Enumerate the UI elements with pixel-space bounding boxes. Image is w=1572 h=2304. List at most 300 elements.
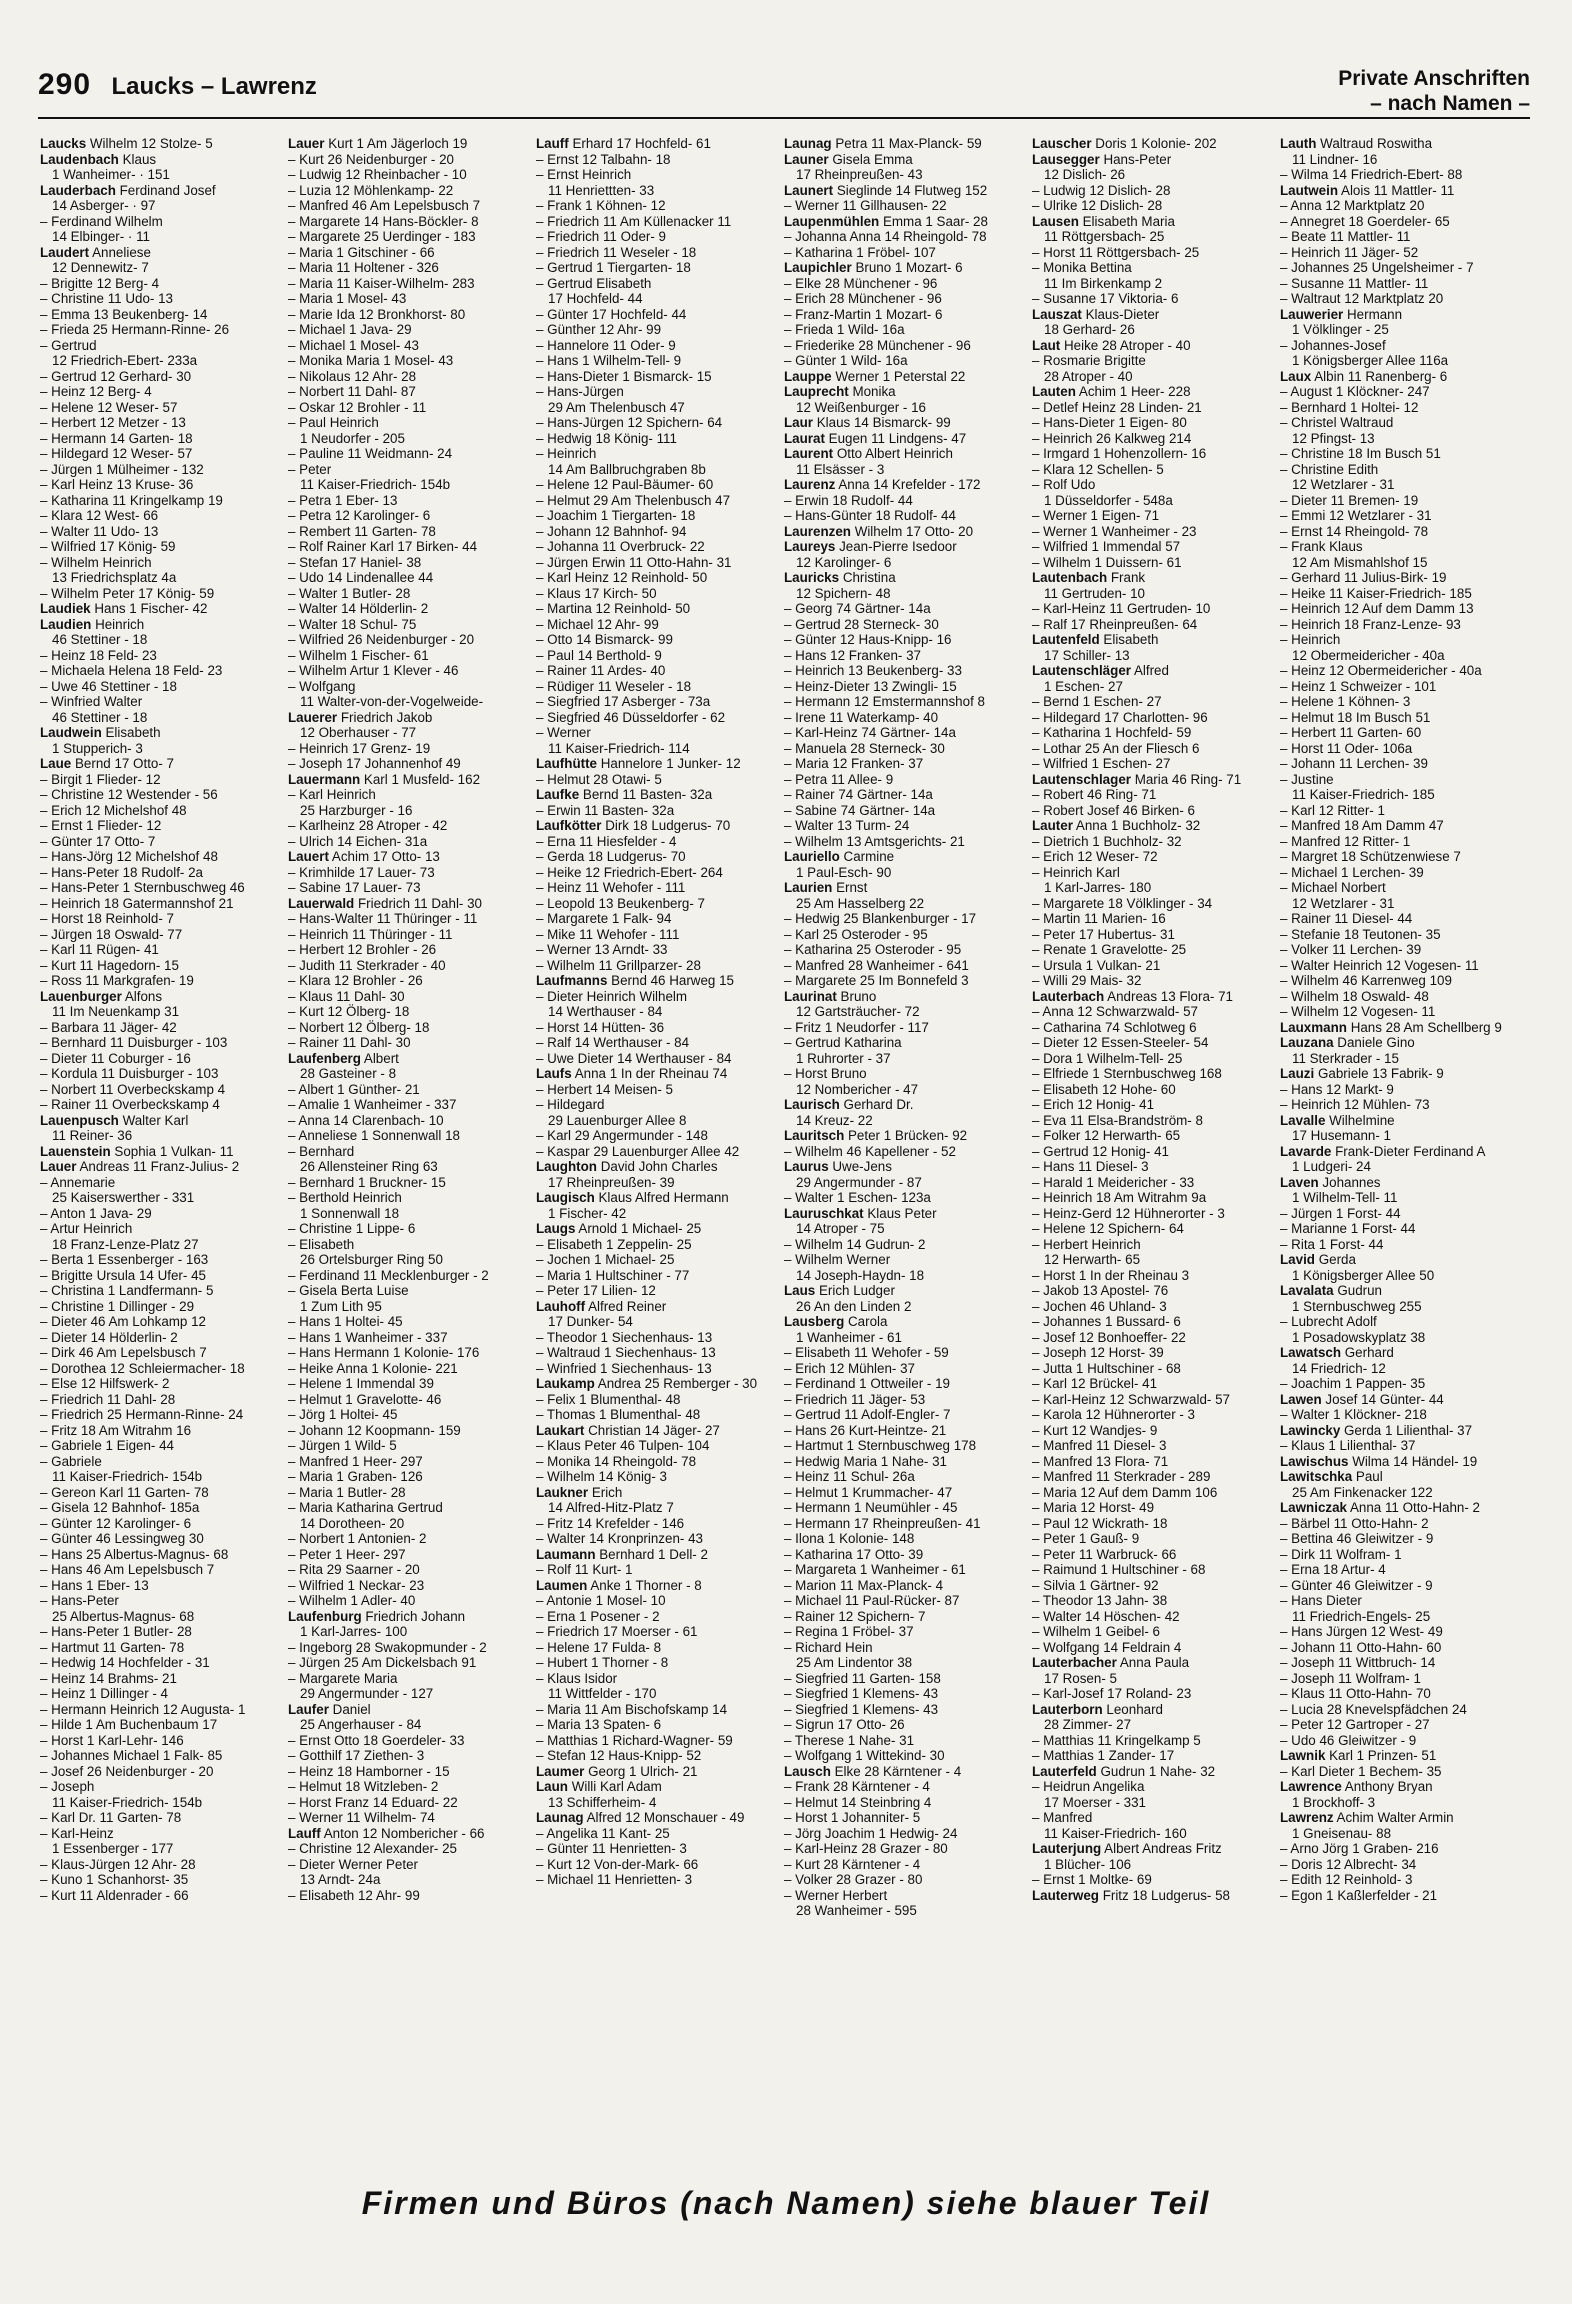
- surname: Lauenstein: [40, 1143, 111, 1159]
- listing-entry: – Christine 12 Alexander- 25: [288, 1841, 457, 1856]
- listing-entry: – Rainer 11 Diesel- 44: [1280, 911, 1413, 926]
- entry-details: Frank-Dieter Ferdinand A: [1331, 1143, 1486, 1159]
- entry-details: Bruno 1 Mozart- 6: [851, 260, 963, 275]
- listing-entry: – Gertrud 12 Gerhard- 30: [40, 368, 192, 384]
- listing-entry: [536, 1485, 772, 1501]
- listing-entry: – Günter 17 Otto- 7: [40, 833, 156, 849]
- listing-entry: [1280, 1175, 1516, 1191]
- listing-entry: – Werner Herbert: [784, 1887, 888, 1903]
- surname: Lauzana: [1280, 1035, 1334, 1050]
- surname: Lauritsch: [784, 1128, 845, 1143]
- listing-entry: 28 Gasteiner - 8: [300, 1066, 397, 1081]
- listing-entry: – Anna 12 Marktplatz 20: [1280, 198, 1425, 213]
- listing-entry: – Rainer 11 Ardes- 40: [536, 663, 666, 678]
- entry-details: Achim 1 Heer- 228: [1075, 384, 1191, 399]
- listing-entry: – Heinz 18 Feld- 23: [40, 647, 157, 663]
- listing-entry: – Werner 13 Arndt- 33: [536, 942, 668, 957]
- listing-entry: – Hans 12 Markt- 9: [1280, 1081, 1394, 1097]
- listing-entry: – Rolf Udo: [1032, 477, 1096, 492]
- listing-entry: – Klara 12 Brohler - 26: [288, 973, 423, 988]
- listing-entry: – Heinrich: [1280, 632, 1341, 647]
- listing-entry: [536, 1066, 772, 1082]
- listing-entry: [784, 880, 1020, 896]
- listing-entry: – Peter 17 Hubertus- 31: [1032, 926, 1175, 942]
- listing-entry: – Hildegard: [536, 1097, 605, 1112]
- listing-entry: [1280, 136, 1516, 152]
- listing-entry: [1280, 1283, 1516, 1299]
- listing-column-6: [1280, 136, 1516, 2161]
- entry-details: Arnold 1 Michael- 25: [575, 1221, 702, 1236]
- listing-entry: 1 Neudorfer - 205: [300, 430, 405, 446]
- entry-details: Friedrich Johann: [361, 1608, 466, 1624]
- entry-details: Hans 1 Fischer- 42: [90, 601, 208, 616]
- listing-entry: – Horst Bruno: [784, 1066, 867, 1081]
- listing-entry: 11 Lindner- 16: [1292, 151, 1378, 167]
- entry-details: Gabriele 13 Fabrik- 9: [1314, 1066, 1444, 1081]
- entry-details: David John Charles: [596, 1159, 718, 1174]
- listing-entry: – Dieter 11 Bremen- 19: [1280, 492, 1419, 508]
- listing-entry: – Renate 1 Gravelotte- 25: [1032, 942, 1187, 957]
- entry-details: Carola: [844, 1314, 888, 1329]
- listing-entry: 1 Ludgeri- 24: [1292, 1159, 1371, 1174]
- listing-entry: [784, 1764, 1020, 1780]
- listing-entry: – Christel Waltraud: [1280, 415, 1394, 430]
- listing-entry: – Hermann 14 Garten- 18: [40, 430, 193, 446]
- listing-entry: – Fritz 18 Am Witrahm 16: [40, 1422, 192, 1438]
- entry-details: Peter 1 Brücken- 92: [844, 1128, 968, 1143]
- listing-entry: [784, 570, 1020, 586]
- listing-entry: – Annemarie: [40, 1174, 116, 1190]
- listing-entry: – Hermann 1 Neumühler - 45: [784, 1500, 958, 1515]
- listing-entry: – Sabine 17 Lauer- 73: [288, 880, 421, 895]
- listing-entry: – Karl 25 Osteroder - 95: [784, 926, 928, 942]
- listing-entry: – Anna 14 Clarenbach- 10: [288, 1112, 444, 1128]
- listing-entry: [288, 1702, 524, 1718]
- listing-entry: [784, 1314, 1020, 1330]
- surname: Laurenzen: [784, 523, 851, 539]
- listing-entry: 12 Obermeidericher - 40a: [1292, 647, 1445, 663]
- surname: Lautenbach: [1032, 570, 1108, 585]
- surname: Lavalata: [1280, 1283, 1334, 1298]
- listing-entry: 1 Sternbuschweg 255: [1292, 1298, 1422, 1314]
- listing-entry: – Hans 46 Am Lepelsbusch 7: [40, 1562, 215, 1577]
- listing-entry: – Johann 12 Bahnhof- 94: [536, 523, 687, 539]
- listing-entry: – Johann 11 Lerchen- 39: [1280, 756, 1428, 771]
- entry-details: Gerda: [1314, 1252, 1356, 1267]
- listing-entry: [784, 1206, 1020, 1222]
- listing-entry: [1032, 772, 1268, 788]
- surname: Lausegger: [1032, 151, 1100, 167]
- listing-entry: 11 Kaiser-Friedrich- 154b: [52, 1469, 203, 1484]
- listing-entry: [1032, 1764, 1268, 1780]
- listing-entry: 1 Düsseldorfer - 548a: [1044, 492, 1173, 508]
- surname: Laurus: [784, 1159, 829, 1174]
- listing-entry: – Johanna 11 Overbruck- 22: [536, 539, 705, 554]
- listing-entry: – Manuela 28 Sterneck- 30: [784, 740, 945, 756]
- surname: Laukner: [536, 1484, 589, 1500]
- listing-entry: – Paul 14 Berthold- 9: [536, 647, 662, 663]
- listing-entry: 26 Allensteiner Ring 63: [300, 1159, 438, 1174]
- listing-entry: – Uwe Dieter 14 Werthauser - 84: [536, 1050, 732, 1066]
- listing-entry: – Emmi 12 Wetzlarer - 31: [1280, 508, 1432, 523]
- surname: Laumen: [536, 1577, 588, 1593]
- listing-entry: – Peter 12 Gartroper - 27: [1280, 1717, 1430, 1732]
- entry-details: Anna 14 Krefelder - 172: [835, 477, 981, 492]
- listing-entry: 46 Stettiner - 18: [52, 709, 148, 725]
- listing-entry: – Bettina 46 Gleiwitzer - 9: [1280, 1531, 1434, 1546]
- listing-entry: – Heike 11 Kaiser-Friedrich- 185: [1280, 585, 1472, 601]
- listing-entry: – Helene 1 Immendal 39: [288, 1376, 434, 1391]
- listing-entry: – Erna 1 Posener - 2: [536, 1608, 660, 1624]
- listing-entry: – Kurt 11 Aldenrader - 66: [40, 1887, 189, 1903]
- listing-entry: [784, 1159, 1020, 1175]
- listing-entry: – Heinrich 17 Grenz- 19: [288, 740, 431, 756]
- listing-entry: – Hans 1 Wilhelm-Tell- 9: [536, 353, 682, 368]
- listing-entry: – Wilhelm Heinrich: [40, 554, 152, 570]
- surname: Launer: [784, 151, 829, 167]
- listing-entry: – Johannes Michael 1 Falk- 85: [40, 1748, 223, 1763]
- surname: Launert: [784, 182, 834, 198]
- listing-entry: – Hans Jürgen 12 West- 49: [1280, 1624, 1443, 1639]
- listing-entry: – Wilhelm 1 Duissern- 61: [1032, 554, 1182, 570]
- listing-entry: [784, 152, 1020, 168]
- listing-entry: – Elisabeth: [288, 1236, 355, 1252]
- surname: Laurenz: [784, 477, 836, 492]
- listing-entry: – Artur Heinrich: [40, 1221, 133, 1236]
- surname: Lauriello: [784, 849, 840, 864]
- listing-entry: 17 Rosen- 5: [1044, 1670, 1117, 1686]
- listing-entry: – Petra 12 Karolinger- 6: [288, 508, 431, 523]
- entry-details: Albin 11 Ranenberg- 6: [1311, 368, 1448, 384]
- listing-entry: 28 Wanheimer - 595: [796, 1903, 917, 1918]
- listing-entry: – Maria 11 Holtener - 326: [288, 260, 439, 275]
- listing-entry: – Klaus 11 Dahl- 30: [288, 988, 405, 1004]
- listing-entry: – Gertrud Katharina: [784, 1035, 902, 1050]
- listing-entry: – Erich 28 Münchener - 96: [784, 291, 942, 306]
- listing-entry: – Maria 12 Auf dem Damm 106: [1032, 1484, 1218, 1500]
- entry-details: Achim Walter Armin: [1333, 1810, 1454, 1825]
- listing-entry: – Maria 1 Mosel- 43: [288, 291, 407, 306]
- listing-entry: [1032, 632, 1268, 648]
- entry-details: Eugen 11 Lindgens- 47: [824, 430, 967, 446]
- listing-entry: – Friedrich 11 Weseler - 18: [536, 244, 697, 260]
- surname: Laughton: [536, 1159, 597, 1174]
- listing-entry: 17 Dunker- 54: [548, 1314, 633, 1329]
- surname: Lauhoff: [536, 1298, 586, 1314]
- listing-entry: – Bärbel 11 Otto-Hahn- 2: [1280, 1515, 1429, 1531]
- listing-entry: – Karl-Heinz 28 Grazer - 80: [784, 1841, 948, 1856]
- listing-entry: – Kordula 11 Duisburger - 103: [40, 1066, 219, 1081]
- page-number: 290: [38, 68, 92, 101]
- listing-entry: 14 Friedrich- 12: [1292, 1360, 1386, 1376]
- listing-entry: [1280, 1345, 1516, 1361]
- listing-entry: – Helene 12 Weser- 57: [40, 399, 178, 415]
- listing-entry: [784, 431, 1020, 447]
- listing-entry: [784, 260, 1020, 276]
- listing-entry: [536, 1810, 772, 1826]
- listing-entry: – Udo 46 Gleiwitzer - 9: [1280, 1732, 1417, 1748]
- listing-entry: – Lubrecht Adolf: [1280, 1314, 1377, 1329]
- surname: Lauenpusch: [40, 1112, 119, 1128]
- listing-entry: – Wolfgang 14 Feldrain 4: [1032, 1639, 1182, 1655]
- listing-entry: – Herbert 11 Garten- 60: [1280, 725, 1422, 740]
- listing-entry: – Ernst Heinrich: [536, 167, 632, 182]
- listing-entry: – Günter 1 Wild- 16a: [784, 353, 908, 368]
- listing-entry: – Hans Dieter: [1280, 1593, 1362, 1608]
- listing-entry: – Wolfgang: [288, 678, 356, 694]
- listing-entry: – Josef 26 Neidenburger - 20: [40, 1763, 214, 1779]
- listing-entry: – Ludwig 12 Rheinbacher - 10: [288, 167, 467, 182]
- surname: Laurinat: [784, 988, 837, 1004]
- listing-entry: 46 Stettiner - 18: [52, 632, 148, 647]
- entry-details: Elisabeth: [101, 725, 161, 740]
- listing-entry: – Hildegard 12 Weser- 57: [40, 446, 193, 461]
- listing-entry: 1 Sonnenwall 18: [300, 1205, 400, 1221]
- entry-details: Werner 1 Peterstal 22: [831, 368, 966, 384]
- listing-entry: – Manfred 13 Flora- 71: [1032, 1453, 1169, 1469]
- surname: Lauwerier: [1280, 306, 1344, 322]
- listing-entry: – Hans 12 Franken- 37: [784, 647, 921, 663]
- listing-entry: – Christine 18 Im Busch 51: [1280, 446, 1441, 461]
- surname: Laurisch: [784, 1097, 840, 1112]
- surname: Laus: [784, 1283, 816, 1298]
- listing-entry: – Maria 12 Franken- 37: [784, 756, 924, 771]
- listing-entry: – Jürgen 25 Am Dickelsbach 91: [288, 1655, 477, 1670]
- listing-entry: [1280, 1144, 1516, 1160]
- listing-entry: 14 Kreuz- 22: [796, 1112, 873, 1128]
- listing-entry: – Johanna Anna 14 Rheingold- 78: [784, 229, 987, 244]
- listing-entry: 11 Walter-von-der-Vogelweide-: [300, 694, 484, 709]
- listing-entry: 17 Husemann- 1: [1292, 1128, 1391, 1143]
- listing-entry: – Heinz 1 Dillinger - 4: [40, 1686, 169, 1701]
- listing-entry: [1032, 663, 1268, 679]
- listing-entry: – Frank 28 Kärntener - 4: [784, 1779, 930, 1794]
- listing-entry: – Nikolaus 12 Ahr- 28: [288, 368, 417, 384]
- surname: Lawrenz: [1280, 1810, 1334, 1825]
- surname: Lautwein: [1280, 182, 1339, 198]
- listing-entry: – Wilhelm 1 Geibel- 6: [1032, 1624, 1161, 1639]
- listing-entry: 26 Ortelsburger Ring 50: [300, 1252, 443, 1267]
- entry-details: Gisela Emma: [828, 151, 913, 167]
- listing-entry: – Heinrich 18 Franz-Lenze- 93: [1280, 616, 1461, 632]
- listing-entry: [536, 1547, 772, 1563]
- entry-details: Anna 1 In der Rheinau 74: [571, 1066, 728, 1081]
- listing-entry: – Uwe 46 Stettiner - 18: [40, 678, 177, 694]
- listing-entry: 12 Dislich- 26: [1044, 167, 1126, 182]
- listing-entry: – Justine: [1280, 771, 1334, 787]
- listing-entry: – Heinz 12 Obermeidericher - 40a: [1280, 663, 1482, 678]
- listing-entry: – Wilhelm 11 Grillparzer- 28: [536, 957, 701, 973]
- entry-details: Frank: [1107, 570, 1146, 585]
- listing-entry: – Siegfried 11 Garten- 158: [784, 1670, 941, 1686]
- listing-entry: – Sabine 74 Gärtner- 14a: [784, 802, 936, 818]
- entry-details: Gudrun: [1333, 1283, 1382, 1298]
- surname: Laudert: [40, 244, 90, 260]
- entry-details: Hans 28 Am Schellberg 9: [1346, 1019, 1502, 1035]
- listing-entry: – Dorothea 12 Schleiermacher- 18: [40, 1360, 245, 1376]
- listing-entry: – Heinrich 18 Am Witrahm 9a: [1032, 1190, 1207, 1205]
- surname: Laugisch: [536, 1190, 595, 1205]
- listing-entry: – Klaus 1 Lilienthal- 37: [1280, 1438, 1416, 1453]
- listing-entry: – Wilhelm 13 Amtsgerichts- 21: [784, 833, 965, 849]
- listing-entry: – Ferdinand 1 Ottweiler - 19: [784, 1376, 950, 1391]
- listing-entry: – Theodor 1 Siechenhaus- 13: [536, 1329, 713, 1345]
- listing-entry: – Margarete 18 Völklinger - 34: [1032, 895, 1213, 911]
- section-title: Private Anschriften: [1338, 67, 1530, 90]
- listing-entry: – Elfriede 1 Sternbuschweg 168: [1032, 1066, 1222, 1081]
- listing-entry: – Günther 12 Ahr- 99: [536, 322, 662, 337]
- listing-entry: – Katharina 11 Kringelkamp 19: [40, 492, 223, 508]
- surname: Lauff: [288, 1825, 321, 1841]
- surname: Lauenburger: [40, 988, 122, 1004]
- surname: Lauzi: [1280, 1066, 1315, 1081]
- listing-entry: – Hans 11 Diesel- 3: [1032, 1159, 1149, 1174]
- listing-entry: [288, 710, 524, 726]
- listing-entry: – Eva 11 Elsa-Brandström- 8: [1032, 1112, 1203, 1128]
- listing-entry: 1 Eschen- 27: [1044, 678, 1123, 694]
- listing-entry: – Manfred 12 Ritter- 1: [1280, 833, 1411, 849]
- listing-entry: – Günter 12 Haus-Knipp- 16: [784, 632, 952, 647]
- surname: Laur: [784, 415, 814, 430]
- listing-entry: – Gabriele 1 Eigen- 44: [40, 1438, 174, 1453]
- listing-entry: – Josef 12 Bonhoeffer- 22: [1032, 1329, 1186, 1345]
- entry-details: Uwe-Jens: [828, 1159, 892, 1174]
- listing-entry: – Christine Edith: [1280, 461, 1379, 477]
- listing-entry: – Elke 28 Münchener - 96: [784, 275, 938, 291]
- surname: Launag: [784, 136, 832, 151]
- listing-entry: 12 Friedrich-Ebert- 233a: [52, 353, 198, 368]
- listing-entry: – Wilfried 1 Neckar- 23: [288, 1577, 425, 1593]
- listing-entry: 12 Karolinger- 6: [796, 554, 892, 570]
- listing-entry: – Dieter 46 Am Lohkamp 12: [40, 1314, 206, 1329]
- listing-entry: 12 Spichern- 48: [796, 585, 891, 601]
- listing-entry: – Bernhard 11 Duisburger - 103: [40, 1035, 228, 1050]
- listing-entry: – Helmut 1 Krummacher- 47: [784, 1484, 953, 1500]
- listing-entry: – Walter 1 Klöckner- 218: [1280, 1407, 1427, 1422]
- surname: Laufer: [288, 1701, 329, 1717]
- listing-entry: – Catharina 74 Schlotweg 6: [1032, 1019, 1197, 1035]
- listing-entry: 25 Am Hasselberg 22: [796, 895, 925, 911]
- surname: Lauerer: [288, 709, 338, 725]
- listing-entry: 14 Alfred-Hitz-Platz 7: [548, 1500, 674, 1515]
- listing-entry: – Wilfried 26 Neidenburger - 20: [288, 632, 475, 647]
- listing-entry: – Karl-Heinz 12 Schwarzwald- 57: [1032, 1391, 1230, 1407]
- entry-details: Elisabeth: [1099, 632, 1159, 647]
- listing-entry: – Elisabeth 1 Zeppelin- 25: [536, 1236, 692, 1252]
- listing-entry: – Hilde 1 Am Buchenbaum 17: [40, 1717, 218, 1732]
- listing-entry: – Hans-Peter 1 Sternbuschweg 46: [40, 880, 245, 895]
- listing-column-4: [784, 136, 1020, 2161]
- entry-details: Bernd 11 Basten- 32a: [579, 787, 713, 802]
- listing-entry: – Elisabeth 12 Hohe- 60: [1032, 1081, 1176, 1097]
- entry-details: Alois 11 Mattler- 11: [1338, 182, 1455, 198]
- surname: Lauprecht: [784, 384, 849, 399]
- listing-entry: – Helmut 28 Otawi- 5: [536, 771, 662, 787]
- listing-entry: 1 Brockhoff- 3: [1292, 1794, 1376, 1810]
- listing-entry: – Margarete 14 Hans-Böckler- 8: [288, 213, 479, 229]
- footer-note: Firmen und Büros (nach Namen) siehe blauer Teil: [361, 2185, 1211, 2221]
- listing-entry: – Klaus Peter 46 Tulpen- 104: [536, 1438, 710, 1453]
- listing-entry: – Walter 11 Udo- 13: [40, 523, 159, 539]
- listing-entry: – Rembert 11 Garten- 78: [288, 523, 436, 539]
- surname: Lavalle: [1280, 1112, 1326, 1128]
- listing-entry: [784, 214, 1020, 230]
- listing-entry: [1032, 570, 1268, 586]
- listing-entry: – Michael 11 Paul-Rücker- 87: [784, 1593, 960, 1608]
- surname: Lauterborn: [1032, 1701, 1103, 1717]
- listing-entry: – Helmut 1 Gravelotte- 46: [288, 1391, 442, 1407]
- listing-entry: – Antonie 1 Mosel- 10: [536, 1593, 666, 1608]
- listing-entry: – Herbert Heinrich: [1032, 1236, 1141, 1252]
- listing-entry: 17 Rheinpreußen- 39: [548, 1174, 675, 1190]
- listing-entry: 17 Schiller- 13: [1044, 647, 1130, 663]
- listing-entry: 14 Asberger- · 97: [52, 198, 156, 213]
- entry-details: Fritz 18 Ludgerus- 58: [1098, 1887, 1230, 1903]
- listing-entry: – Kurt 12 Wandjes- 9: [1032, 1422, 1158, 1438]
- listing-entry: – Ferdinand 11 Mecklenburger - 2: [288, 1267, 489, 1283]
- listing-entry: – Maria 11 Am Bischofskamp 14: [536, 1701, 728, 1717]
- entry-details: Erich Ludger: [815, 1283, 895, 1298]
- listing-entry: 1 Blücher- 106: [1044, 1856, 1132, 1872]
- listing-entry: – Silvia 1 Gärtner- 92: [1032, 1577, 1159, 1593]
- listing-entry: 12 Wetzlarer - 31: [1292, 477, 1395, 492]
- listing-entry: [1280, 1423, 1516, 1439]
- listing-entry: – Heinrich 13 Beukenberg- 33: [784, 663, 962, 678]
- listing-entry: [1280, 1035, 1516, 1051]
- listing-entry: – Hans 26 Kurt-Heintze- 21: [784, 1422, 947, 1438]
- listing-entry: 1 Wanheimer - 61: [796, 1329, 902, 1345]
- listing-entry: – Hans 1 Wanheimer - 337: [288, 1329, 448, 1345]
- listing-entry: – Heike 12 Friedrich-Ebert- 264: [536, 864, 723, 880]
- listing-entry: – Hartmut 1 Sternbuschweg 178: [784, 1438, 977, 1453]
- listing-entry: – Ingeborg 28 Swakopmunder - 2: [288, 1639, 487, 1655]
- listing-entry: – Edith 12 Reinhold- 3: [1280, 1872, 1413, 1887]
- listing-entry: – Manfred 11 Diesel- 3: [1032, 1438, 1167, 1453]
- listing-entry: – Beate 11 Mattler- 11: [1280, 229, 1411, 244]
- entry-details: Anna Paula: [1116, 1655, 1190, 1670]
- listing-entry: 11 Kaiser-Friedrich- 154b: [52, 1794, 203, 1810]
- listing-entry: 17 Moerser - 331: [1044, 1794, 1146, 1810]
- listing-entry: – Werner: [536, 725, 591, 740]
- listing-entry: – Hermann Heinrich 12 Augusta- 1: [40, 1701, 246, 1717]
- listing-entry: – Heinz 18 Hamborner - 15: [288, 1763, 450, 1779]
- listing-entry: – Emma 13 Beukenberg- 14: [40, 306, 208, 322]
- listing-entry: [40, 183, 276, 199]
- listing-entry: 11 Henriettten- 33: [548, 182, 655, 198]
- surname: Lauderbach: [40, 182, 116, 198]
- listing-entry: – Waltraut 12 Marktplatz 20: [1280, 291, 1444, 306]
- entry-details: Wilhelmine: [1325, 1112, 1395, 1128]
- listing-entry: 12 Nombericher - 47: [796, 1081, 919, 1097]
- listing-entry: – Rita 29 Saarner - 20: [288, 1562, 420, 1577]
- listing-entry: – Manfred 11 Sterkrader - 289: [1032, 1469, 1211, 1484]
- listing-entry: 25 Harzburger - 16: [300, 802, 413, 818]
- listing-entry: – Wilhelm Peter 17 König- 59: [40, 585, 215, 601]
- listing-entry: [40, 1159, 276, 1175]
- listing-entry: – Lucia 28 Knevelspfädchen 24: [1280, 1701, 1467, 1717]
- listing-entry: [1032, 152, 1268, 168]
- listing-entry: – Helene 17 Fulda- 8: [536, 1639, 662, 1655]
- listing-entry: – Matthias 11 Kringelkamp 5: [1032, 1732, 1201, 1748]
- listing-entry: – Klaus 17 Kirch- 50: [536, 585, 657, 601]
- listing-entry: – Wolfgang 1 Wittekind- 30: [784, 1748, 945, 1763]
- listing-entry: – Peter 11 Warbruck- 66: [1032, 1546, 1177, 1562]
- listing-entry: – Klara 12 Schellen- 5: [1032, 461, 1164, 477]
- entry-details: Ferdinand Josef: [115, 182, 216, 198]
- listing-entry: – Johannes 25 Ungelsheimer - 7: [1280, 260, 1474, 275]
- listing-entry: – Heinz 11 Wehofer - 111: [536, 880, 686, 895]
- listing-entry: – Norbert 11 Dahl- 87: [288, 384, 416, 399]
